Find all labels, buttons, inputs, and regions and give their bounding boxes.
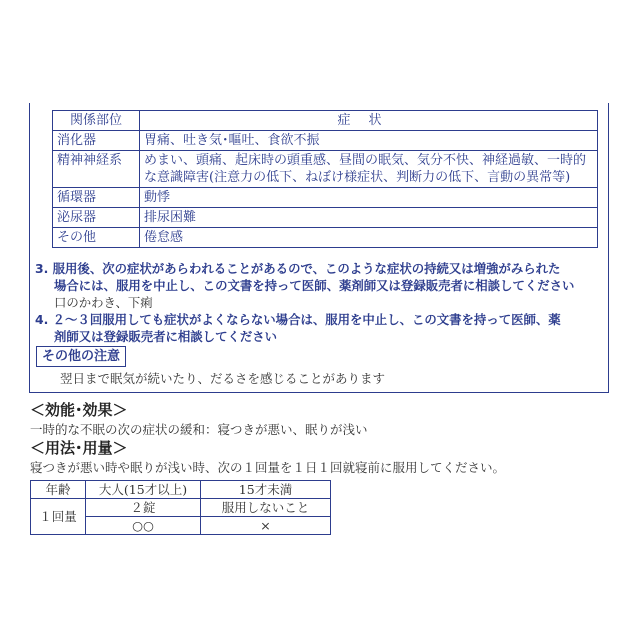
note-4-line-2: 剤師又は登録販売者に相談してください bbox=[54, 329, 278, 344]
dosage-row bbox=[31, 499, 331, 517]
table-row bbox=[53, 151, 598, 188]
dosage-table bbox=[30, 480, 331, 535]
row-symptom: 胃痛、吐き気･嘔吐、食欲不振 bbox=[140, 131, 598, 151]
note-3-line-1: 3. 服用後、次の症状があらわれることがあるので、このような症状の持続又は増強がみられた bbox=[35, 261, 561, 276]
note-3 bbox=[35, 260, 605, 311]
other-caution-title: その他の注意 bbox=[36, 346, 126, 367]
header-symptom: 症状 bbox=[140, 111, 598, 131]
row-symptom: 排尿困難 bbox=[140, 208, 598, 228]
dosage-header-age: 年齢 bbox=[31, 481, 86, 499]
adult-mark: ○○ bbox=[86, 517, 201, 535]
row-dept: その他 bbox=[53, 228, 140, 248]
table-row bbox=[53, 188, 598, 208]
row-dept: 循環器 bbox=[53, 188, 140, 208]
header-dept: 関係部位 bbox=[53, 111, 140, 131]
note-3-symptoms: 口のかわき、下痢 bbox=[54, 295, 153, 310]
dosage-header-child: 15才未満 bbox=[201, 481, 331, 499]
row-symptom: 動悸 bbox=[140, 188, 598, 208]
table-row bbox=[53, 208, 598, 228]
efficacy-text: 一時的な不眠の次の症状の緩和：寝つきが悪い、眠りが浅い bbox=[30, 422, 368, 437]
child-dose: 服用しないこと bbox=[201, 499, 331, 517]
child-mark: × bbox=[201, 517, 331, 535]
dosage-header-adult: 大人(15才以上) bbox=[86, 481, 201, 499]
dosage-row-label: １回量 bbox=[31, 499, 86, 535]
row-dept: 泌尿器 bbox=[53, 208, 140, 228]
row-dept: 精神神経系 bbox=[53, 151, 140, 188]
table-row bbox=[53, 228, 598, 248]
row-symptom: 倦怠感 bbox=[140, 228, 598, 248]
dosage-text: 寝つきが悪い時や眠りが浅い時、次の１回量を１日１回就寝前に服用してください。 bbox=[30, 460, 506, 475]
table-row bbox=[53, 131, 598, 151]
dosage-title: ＜用法･用量＞ bbox=[30, 439, 128, 457]
symptom-table-header bbox=[53, 111, 598, 131]
row-dept: 消化器 bbox=[53, 131, 140, 151]
dosage-header-row bbox=[31, 481, 331, 499]
symptom-table bbox=[52, 110, 598, 248]
row-symptom: めまい、頭痛、起床時の頭重感、昼間の眠気、気分不快、神経過敏、一時的な意識障害(注意力の低下、ねぼけ様症状、判断力の低下、言動の異常等) bbox=[140, 151, 598, 188]
note-4 bbox=[35, 311, 605, 345]
efficacy-title: ＜効能･効果＞ bbox=[30, 401, 128, 419]
adult-dose: ２錠 bbox=[86, 499, 201, 517]
note-3-line-2: 場合には、服用を中止し、この文書を持って医師、薬剤師又は登録販売者に相談してください bbox=[54, 278, 575, 293]
other-caution-text: 翌日まで眠気が続いたり、だるさを感じることがあります bbox=[60, 371, 386, 386]
note-4-line-1: 4. ２～３回服用しても症状がよくならない場合は、服用を中止し、この文書を持って医師、薬 bbox=[35, 312, 561, 327]
notes-block bbox=[35, 260, 605, 345]
